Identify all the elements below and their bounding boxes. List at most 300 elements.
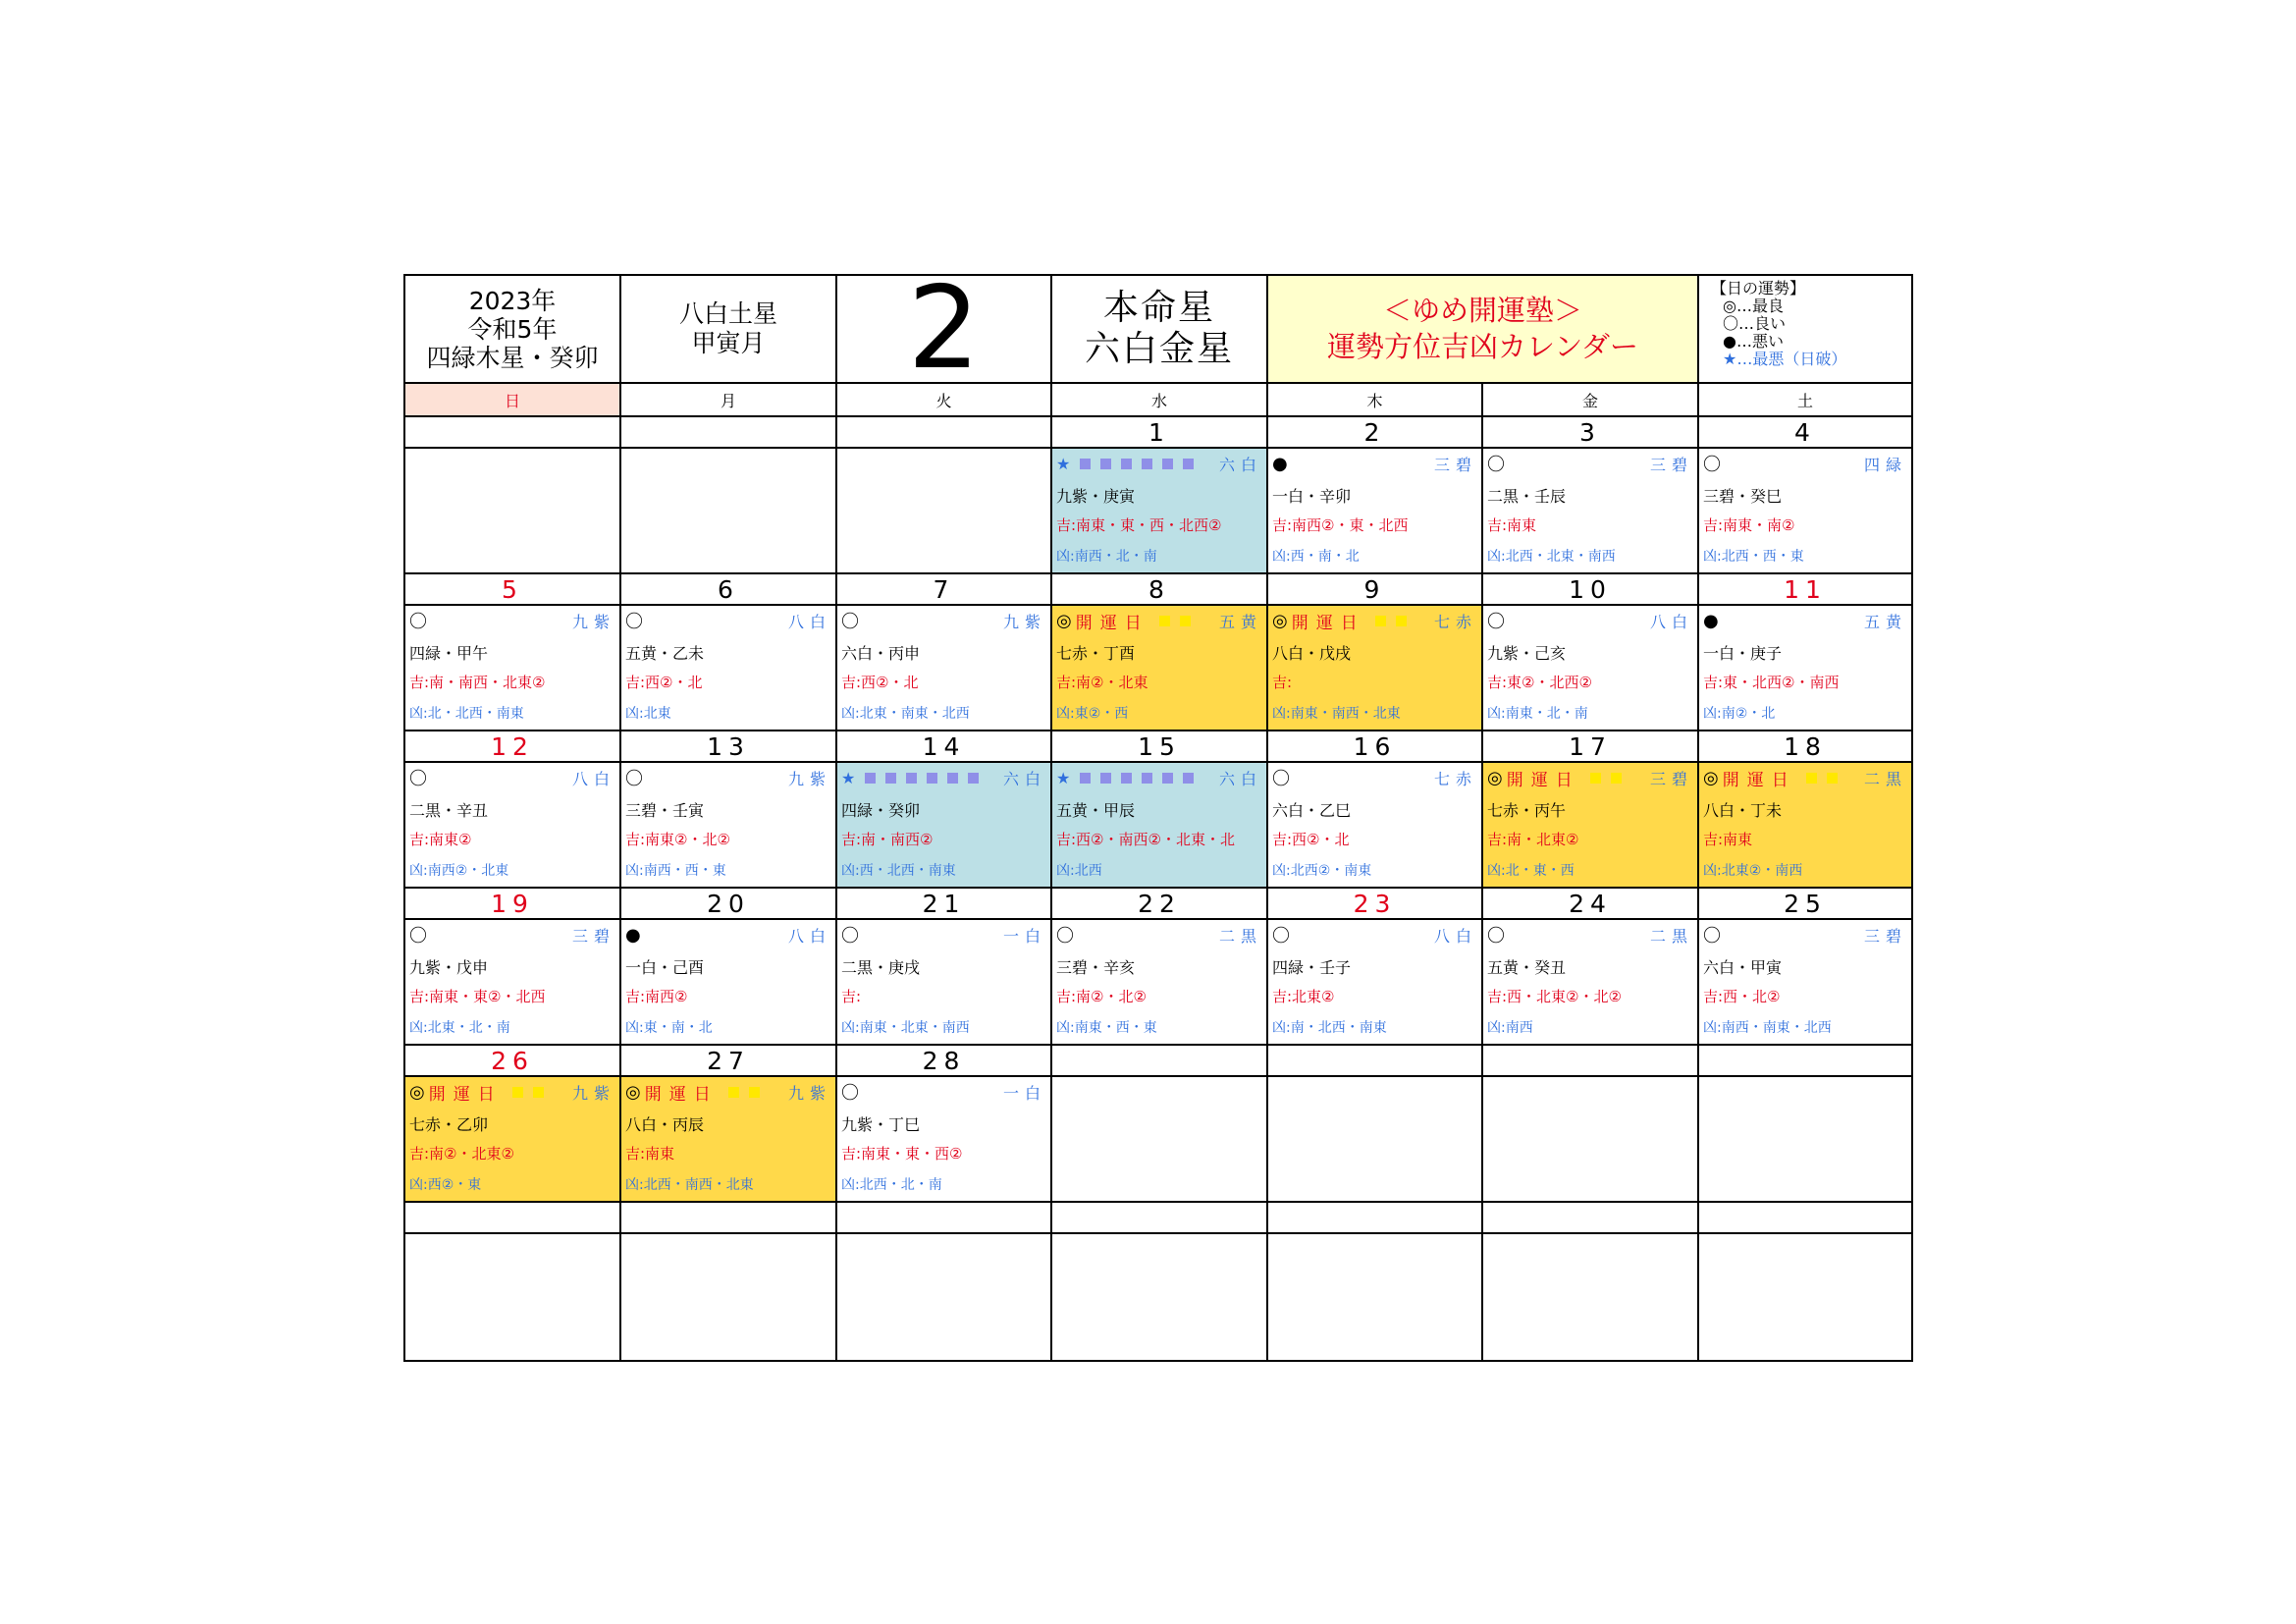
day-kanshi: 一白・庚子 [1703,644,1783,663]
day-star: 六白 [1002,769,1046,788]
day-number [837,417,1052,449]
kaiun-label: 開運日 [1075,613,1149,631]
fortune-mark: 〇 [625,612,643,631]
day-star: 六白 [1218,769,1262,788]
fortune-line [409,767,615,788]
day-star: 一白 [1002,1083,1046,1103]
blue-square-icon [1080,459,1091,469]
day-number: 11 [1699,574,1911,606]
blue-square-icon [968,773,979,784]
day-cell[interactable] [405,1077,621,1203]
day-kanshi: 六白・丙申 [841,644,921,663]
day-number [1052,1203,1268,1234]
day-cell[interactable] [1052,1077,1268,1203]
honmei-label: 本命星 [1102,288,1215,328]
unlucky-directions: 凶:北・北西・南東 [409,706,524,722]
day-number: 8 [1052,574,1268,606]
day-kanshi: 一白・辛卯 [1272,487,1352,506]
blue-square-icon [927,773,937,784]
day-number: 10 [1483,574,1699,606]
day-kanshi: 六白・甲寅 [1703,958,1783,977]
unlucky-directions: 凶:東②・西 [1056,706,1129,722]
day-cell[interactable] [621,449,837,574]
unlucky-directions: 凶:北・東・西 [1487,863,1575,879]
fortune-line [1272,924,1477,946]
day-number: 5 [405,574,621,606]
weekday-header: 火 [837,384,1052,417]
day-number: 16 [1268,731,1483,763]
blue-square-icon [1080,773,1091,784]
lucky-directions: 吉:北東② [1272,988,1335,1005]
yellow-square-icon [1611,773,1622,784]
legend-best: ◎…最良 [1723,297,1784,315]
day-star: 九紫 [571,612,615,631]
day-star: 九紫 [787,769,831,788]
fortune-line [625,924,831,946]
kaiun-label: 開運日 [1506,770,1580,788]
day-cell[interactable] [1052,449,1268,574]
day-star: 三碧 [571,926,615,946]
fortune-mark: 〇 [1272,926,1290,946]
fortune-line [625,1081,831,1103]
unlucky-directions: 凶:東・南・北 [625,1020,713,1036]
weekday-header: 月 [621,384,837,417]
unlucky-directions: 凶:西・北西・南東 [841,863,956,879]
lucky-directions: 吉:南東・東・西・北西② [1056,516,1222,534]
lucky-directions: 吉:東・北西②・南西 [1703,674,1840,691]
unlucky-directions: 凶:北西②・南東 [1272,863,1372,879]
blue-square-icon [947,773,958,784]
lucky-directions: 吉:西②・北 [625,674,703,691]
day-kanshi: 五黄・癸丑 [1487,958,1567,977]
day-cell[interactable] [1483,920,1699,1046]
month-star-line: 八白土星 [678,299,777,328]
unlucky-directions: 凶:南東・北東・南西 [841,1020,970,1036]
unlucky-directions: 凶:南②・北 [1703,706,1776,722]
day-number [405,417,621,449]
day-star: 七赤 [1433,612,1477,631]
blue-square-icon [885,773,896,784]
day-cell[interactable] [1483,1077,1699,1203]
day-cell[interactable] [1699,763,1911,889]
legend-good: 〇…良い [1723,314,1787,333]
day-cell[interactable] [837,920,1052,1046]
fortune-line [409,924,615,946]
yellow-square-icon [749,1087,760,1098]
day-number: 2 [1268,417,1483,449]
fortune-line [1487,767,1693,788]
day-kanshi: 二黒・壬辰 [1487,487,1567,506]
unlucky-directions: 凶:北東・南東・北西 [841,706,970,722]
day-star: 五黄 [1218,612,1262,631]
yellow-square-icon [1375,616,1386,626]
fortune-mark: ● [1703,610,1719,631]
day-number: 20 [621,889,837,920]
day-star: 五黄 [1863,612,1907,631]
fortune-line [1056,924,1262,946]
day-cell[interactable] [405,1234,621,1360]
day-number [837,1203,1052,1234]
unlucky-directions: 凶:西・南・北 [1272,549,1360,565]
year-star-line: 四緑木星・癸卯 [426,343,599,372]
day-number [1699,1046,1911,1077]
day-star: 一白 [1002,926,1046,946]
lucky-directions: 吉:西・北東②・北② [1487,988,1622,1005]
unlucky-directions: 凶:北西・北・南 [841,1177,942,1193]
day-number: 22 [1052,889,1268,920]
month-number: 2 [907,262,981,395]
day-star: 二黒 [1863,769,1907,788]
day-cell[interactable] [1268,449,1483,574]
fortune-line [409,1081,615,1103]
unlucky-directions: 凶:北西・西・東 [1703,549,1804,565]
unlucky-directions: 凶:南西・西・東 [625,863,726,879]
day-number: 9 [1268,574,1483,606]
lucky-directions: 吉:西・北② [1703,988,1781,1005]
day-cell[interactable] [405,449,621,574]
legend-worst: ★…最悪（日破） [1723,350,1847,368]
day-cell[interactable] [1699,449,1911,574]
day-cell[interactable] [621,606,837,731]
day-number: 7 [837,574,1052,606]
blue-square-icon [1121,459,1132,469]
honmei-star: 六白金星 [1084,329,1234,369]
day-kanshi: 五黄・乙未 [625,644,705,663]
honmei-header [1052,276,1268,384]
day-number: 24 [1483,889,1699,920]
day-cell[interactable] [405,606,621,731]
fortune-line [625,767,831,788]
blue-square-icon [1142,773,1152,784]
year-header [405,276,621,384]
unlucky-directions: 凶:南西・南東・北西 [1703,1020,1832,1036]
fortune-mark: 〇 [1703,455,1721,474]
legend-bad: ●…悪い [1723,332,1784,351]
day-number: 14 [837,731,1052,763]
day-kanshi: 四緑・癸卯 [841,801,921,820]
day-number [621,417,837,449]
day-number: 19 [405,889,621,920]
blue-square-icon [1162,773,1173,784]
lucky-directions: 吉:南東 [1703,831,1753,848]
fortune-line [841,1081,1046,1103]
unlucky-directions: 凶:南東・南西・北東 [1272,706,1401,722]
blue-square-icon [865,773,876,784]
lucky-directions: 吉:南東②・北② [625,831,730,848]
fortune-mark: 〇 [1056,926,1074,946]
fortune-mark: ◎ [625,1081,641,1103]
lucky-directions: 吉:南②・北東 [1056,674,1148,691]
day-number: 28 [837,1046,1052,1077]
weekday-header: 土 [1699,384,1911,417]
day-cell[interactable] [1699,920,1911,1046]
day-star: 八白 [1433,926,1477,946]
lucky-directions: 吉: [1272,674,1293,691]
weekday-header: 日 [405,384,621,417]
day-number [405,1203,621,1234]
era-line: 令和5年 [467,314,558,344]
unlucky-directions: 凶:北東②・南西 [1703,863,1803,879]
day-cell[interactable] [1052,763,1268,889]
day-cell[interactable] [1052,1234,1268,1360]
day-number [621,1203,837,1234]
day-cell[interactable] [837,1077,1052,1203]
day-kanshi: 九紫・戊申 [409,958,489,977]
fortune-mark: 〇 [409,769,427,788]
year-line: 2023年 [468,286,557,315]
fortune-mark: 〇 [1487,612,1505,631]
day-number [1699,1203,1911,1234]
fortune-line [1703,924,1907,946]
fortune-line [841,610,1046,631]
yellow-square-icon [1827,773,1838,784]
unlucky-directions: 凶:北西 [1056,863,1102,879]
day-kanshi: 七赤・乙卯 [409,1115,489,1134]
weekday-header: 木 [1268,384,1483,417]
fortune-mark: ★ [1056,454,1071,473]
fortune-mark: ● [1272,453,1288,474]
day-cell[interactable] [1268,920,1483,1046]
day-star: 三碧 [1649,455,1693,474]
day-kanshi: 三碧・辛亥 [1056,958,1136,977]
day-cell[interactable] [1268,1234,1483,1360]
day-cell[interactable] [1699,1234,1911,1360]
fortune-mark: ★ [841,768,856,787]
legend-title: 【日の運勢】 [1711,279,1806,298]
lucky-directions: 吉:西②・南西②・北東・北 [1056,831,1235,848]
day-star: 八白 [1649,612,1693,631]
day-cell[interactable] [621,1234,837,1360]
day-kanshi: 二黒・庚戌 [841,958,921,977]
day-number: 21 [837,889,1052,920]
unlucky-directions: 凶:南西 [1487,1020,1533,1036]
lucky-directions: 吉:東②・北西② [1487,674,1592,691]
fortune-mark: ◎ [1487,767,1503,788]
blue-square-icon [1183,459,1194,469]
day-cell[interactable] [621,1077,837,1203]
fortune-line [409,610,615,631]
day-number: 17 [1483,731,1699,763]
day-kanshi: 九紫・丁巳 [841,1115,921,1134]
yellow-square-icon [1590,773,1601,784]
lucky-directions: 吉: [841,988,862,1005]
blue-square-icon [1162,459,1173,469]
day-kanshi: 八白・戊戌 [1272,644,1352,663]
legend [1699,276,1911,384]
unlucky-directions: 凶:北西・南西・北東 [625,1177,754,1193]
day-cell[interactable] [1268,606,1483,731]
day-cell[interactable] [1699,1077,1911,1203]
day-star: 三碧 [1433,455,1477,474]
day-cell[interactable] [405,920,621,1046]
fortune-mark: 〇 [1703,926,1721,946]
day-number: 27 [621,1046,837,1077]
unlucky-directions: 凶:北東 [625,706,671,722]
day-cell[interactable] [1483,606,1699,731]
day-kanshi: 八白・丙辰 [625,1115,705,1134]
day-cell[interactable] [405,763,621,889]
day-cell[interactable] [837,606,1052,731]
fortune-mark: ● [625,924,641,946]
day-cell[interactable] [1483,449,1699,574]
day-number: 26 [405,1046,621,1077]
day-number: 6 [621,574,837,606]
unlucky-directions: 凶:北東・北・南 [409,1020,510,1036]
fortune-mark: 〇 [1487,455,1505,474]
day-star: 八白 [787,612,831,631]
unlucky-directions: 凶:南西②・北東 [409,863,509,879]
blue-square-icon [1100,773,1111,784]
day-kanshi: 五黄・甲辰 [1056,801,1136,820]
day-number [1052,1046,1268,1077]
day-cell[interactable] [621,763,837,889]
fortune-mark: 〇 [409,612,427,631]
day-number: 1 [1052,417,1268,449]
unlucky-directions: 凶:南西・北・南 [1056,549,1157,565]
day-cell[interactable] [837,1234,1052,1360]
fortune-line [625,610,831,631]
day-star: 二黒 [1649,926,1693,946]
day-kanshi: 七赤・丁酉 [1056,644,1136,663]
yellow-square-icon [512,1087,523,1098]
blue-square-icon [1183,773,1194,784]
fortune-line [841,924,1046,946]
lucky-directions: 吉:南東・南② [1703,516,1795,534]
blue-square-icon [1121,773,1132,784]
yellow-square-icon [728,1087,739,1098]
title-line-2: 運勢方位吉凶カレンダー [1326,330,1639,363]
lucky-directions: 吉:南東 [625,1145,675,1163]
day-star: 三碧 [1649,769,1693,788]
day-cell[interactable] [1699,606,1911,731]
day-number: 25 [1699,889,1911,920]
fortune-mark: 〇 [841,612,859,631]
day-star: 二黒 [1218,926,1262,946]
blue-square-icon [906,773,917,784]
day-kanshi: 九紫・庚寅 [1056,487,1136,506]
day-kanshi: 二黒・辛丑 [409,801,489,820]
fortune-mark: ★ [1056,768,1071,787]
yellow-square-icon [533,1087,544,1098]
day-star: 八白 [571,769,615,788]
day-number: 13 [621,731,837,763]
unlucky-directions: 凶:南東・北・南 [1487,706,1588,722]
day-kanshi: 四緑・甲午 [409,644,489,663]
day-kanshi: 七赤・丙午 [1487,801,1567,820]
day-number: 4 [1699,417,1911,449]
day-star: 三碧 [1863,926,1907,946]
fortune-mark: 〇 [1272,769,1290,788]
day-cell[interactable] [1483,763,1699,889]
day-star: 七赤 [1433,769,1477,788]
lucky-directions: 吉:南・北東② [1487,831,1579,848]
weekday-header: 水 [1052,384,1268,417]
day-kanshi: 八白・丁未 [1703,801,1783,820]
kaiun-label: 開運日 [1722,770,1796,788]
lucky-directions: 吉:南②・北② [1056,988,1147,1005]
fortune-line [1703,767,1907,788]
fortune-mark: ◎ [1703,767,1719,788]
day-cell[interactable] [1268,763,1483,889]
fortune-line [1056,610,1262,631]
title-line-1: ＜ゆめ開運塾＞ [1382,294,1582,327]
fortune-line [1272,610,1477,631]
month-kanshi-line: 甲寅月 [691,329,766,357]
day-star: 九紫 [787,1083,831,1103]
day-number [1483,1046,1699,1077]
day-kanshi: 六白・乙巳 [1272,801,1352,820]
lucky-directions: 吉:南東・東②・北西 [409,988,546,1005]
day-kanshi: 一白・己酉 [625,958,705,977]
day-cell[interactable] [1483,1234,1699,1360]
fortune-mark: 〇 [625,769,643,788]
fortune-mark: 〇 [409,926,427,946]
fortune-line [1487,924,1693,946]
fortune-line [841,767,1046,788]
day-cell[interactable] [837,763,1052,889]
fortune-mark: ◎ [1056,610,1072,631]
weekday-header: 金 [1483,384,1699,417]
day-kanshi: 三碧・壬寅 [625,801,705,820]
fortune-line [1487,453,1693,474]
day-star: 六白 [1218,455,1262,474]
fortune-line [1703,453,1907,474]
unlucky-directions: 凶:南東・西・東 [1056,1020,1157,1036]
day-cell[interactable] [1052,920,1268,1046]
fortune-line [1487,610,1693,631]
blue-square-icon [1100,459,1111,469]
blue-square-icon [1142,459,1152,469]
kaiun-label: 開運日 [428,1084,503,1103]
lucky-directions: 吉:西②・北 [841,674,919,691]
lucky-directions: 吉:南東・東・西② [841,1145,963,1163]
day-number: 18 [1699,731,1911,763]
month-number-header [837,262,1052,395]
fortune-mark: 〇 [1487,926,1505,946]
lucky-directions: 吉:南・南西② [841,831,934,848]
unlucky-directions: 凶:西②・東 [409,1177,482,1193]
fortune-line [1056,767,1262,788]
day-cell[interactable] [621,920,837,1046]
day-cell[interactable] [1268,1077,1483,1203]
kaiun-label: 開運日 [1291,613,1365,631]
lucky-directions: 吉:南西②・東・北西 [1272,516,1409,534]
calendar-table [403,262,1913,1362]
day-cell[interactable] [1052,606,1268,731]
unlucky-directions: 凶:南・北西・南東 [1272,1020,1387,1036]
day-kanshi: 九紫・己亥 [1487,644,1567,663]
month-star-header [621,276,837,384]
day-star: 九紫 [1002,612,1046,631]
day-star: 八白 [787,926,831,946]
lucky-directions: 吉:南西② [625,988,688,1005]
day-cell[interactable] [837,449,1052,574]
fortune-line [1272,453,1477,474]
fortune-mark: 〇 [841,1083,859,1103]
yellow-square-icon [1159,616,1170,626]
kaiun-label: 開運日 [644,1084,719,1103]
day-kanshi: 四緑・壬子 [1272,958,1352,977]
fortune-line [1056,453,1262,474]
yellow-square-icon [1396,616,1407,626]
unlucky-directions: 凶:北西・北東・南西 [1487,549,1616,565]
lucky-directions: 吉:南東 [1487,516,1537,534]
lucky-directions: 吉:南東② [409,831,472,848]
fortune-line [1703,610,1907,631]
fortune-line [1272,767,1477,788]
calendar-title [1268,276,1699,384]
day-number: 12 [405,731,621,763]
